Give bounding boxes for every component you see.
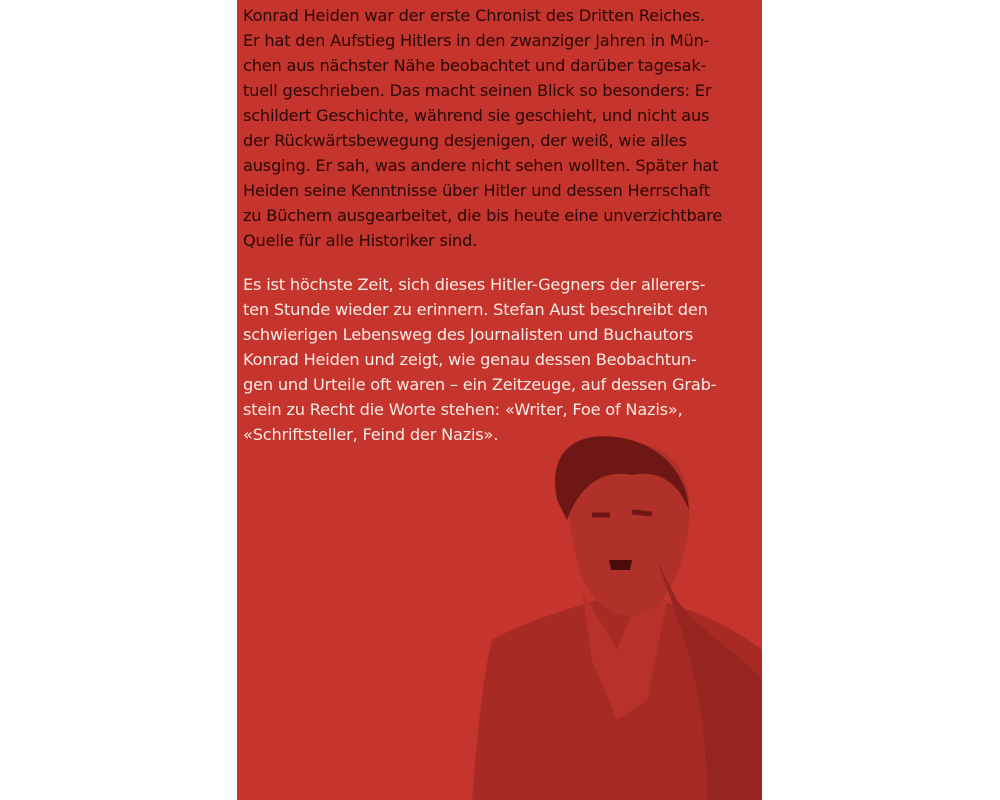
text-line: stein zu Recht die Worte stehen: «Writer, Foe of Nazis», <box>243 400 683 419</box>
text-line: ausging. Er sah, was andere nicht sehen wollten. Später hat <box>243 156 719 175</box>
text-line: tuell geschrieben. Das macht seinen Blick so besonders: Er <box>243 81 712 100</box>
text-line: Quelle für alle Historiker sind. <box>243 231 478 250</box>
book-back-cover <box>237 0 762 800</box>
text-line: chen aus nächster Nähe beobachtet und darüber tagesak- <box>243 56 707 75</box>
portrait-silhouette <box>472 436 762 800</box>
text-line: schwierigen Lebensweg des Journalisten und Buchautors <box>243 325 694 344</box>
text-line: gen und Urteile oft waren – ein Zeitzeuge, auf dessen Grab- <box>243 375 717 394</box>
text-line: schildert Geschichte, während sie geschieht, und nicht aus <box>243 106 710 125</box>
text-line: zu Büchern ausgearbeitet, die bis heute eine unverzichtbare <box>243 206 723 225</box>
text-line: Konrad Heiden und zeigt, wie genau dessen Beobachtun- <box>243 350 697 369</box>
blurb-paragraph-2 <box>243 272 716 447</box>
blurb-paragraph-1 <box>243 3 722 253</box>
text-line: Er hat den Aufstieg Hitlers in den zwanziger Jahren in Mün- <box>243 31 710 50</box>
text-line: «Schriftsteller, Feind der Nazis». <box>243 425 499 444</box>
text-line: der Rückwärtsbewegung desjenigen, der weiß, wie alles <box>243 131 687 150</box>
text-line: ten Stunde wieder zu erinnern. Stefan Aust beschreibt den <box>243 300 708 319</box>
text-line: Heiden seine Kenntnisse über Hitler und dessen Herrschaft <box>243 181 710 200</box>
text-line: Es ist höchste Zeit, sich dieses Hitler-Gegners der allerers- <box>243 275 706 294</box>
text-line: Konrad Heiden war der erste Chronist des Dritten Reiches. <box>243 6 705 25</box>
